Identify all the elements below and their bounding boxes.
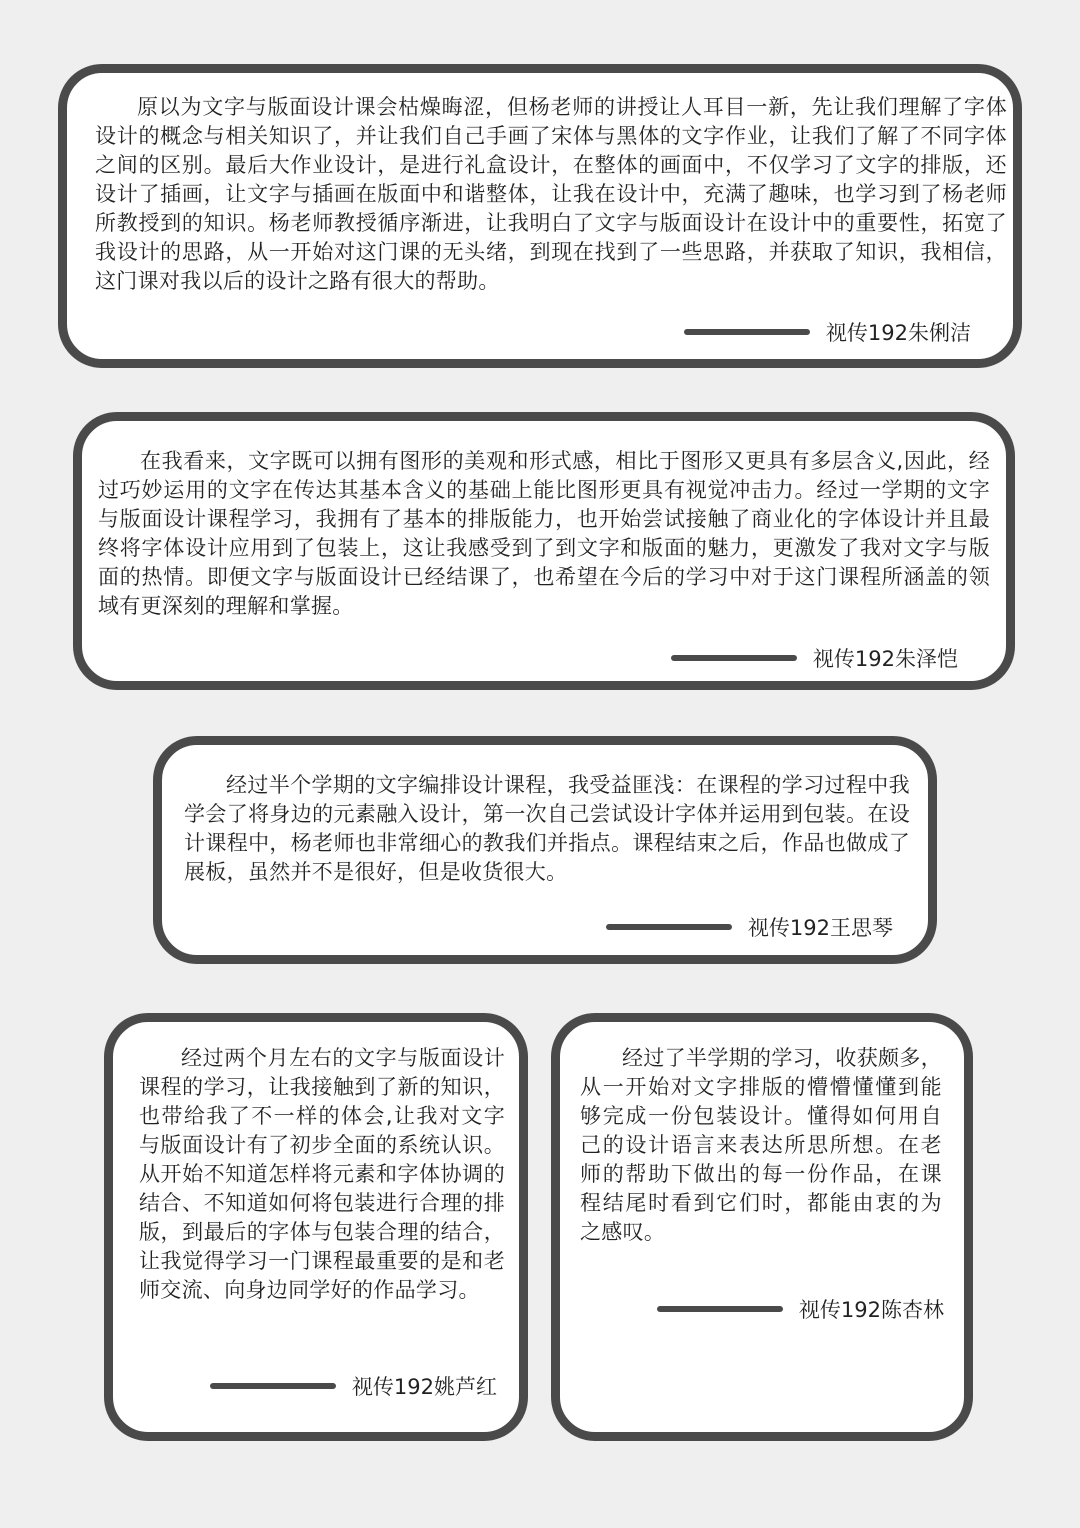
review-text: 经过半个学期的文字编排设计课程，我受益匪浅：在课程的学习过程中我学会了将身边的元素融入设计，第一次自己尝试设计字体并运用到包装。在设计课程中，杨老师也非常细心的教我们并指点。课程结束之后，作品也做成了展板，虽然并不是很好，但是收货很大。 [184,773,910,884]
review-card-wang-siqin [153,736,937,964]
review-text: 在我看来，文字既可以拥有图形的美观和形式感，相比于图形又更具有多层含义,因此，经过巧妙运用的文字在传达其基本含义的基础上能比图形更具有视觉冲击力。经过一学期的文字与版面设计课程学习，我拥有了基本的排版能力，也开始尝试接触了商业化的字体设计并且最终将字体设计应用到了包装上，这让我感受到了到文字和版面的魅力，更激发了我对文字与版面的热情。即便文字与版面设计已经结课了，也希望在今后的学习中对于这门课程所涵盖的领域有更深刻的理解和掌握。 [98,449,990,618]
review-signature [210,1371,497,1401]
review-card-chen-xinglin [551,1013,973,1441]
review-card-zhu-zekai [73,412,1015,690]
review-author: 视传192姚芦红 [351,1375,497,1399]
review-signature [671,643,958,673]
review-signature [684,317,971,347]
review-card-yao-luhong [104,1013,528,1441]
review-author: 视传192朱俐洁 [825,321,971,345]
signature-dash [210,1383,336,1389]
review-text: 经过了半学期的学习，收获颇多，从一开始对文字排版的懵懵懂懂到能够完成一份包装设计。懂得如何用自己的设计语言来表达所思所想。在老师的帮助下做出的每一份作品，在课程结尾时看到它们时，都能由衷的为之感叹。 [580,1046,942,1244]
review-author: 视传192陈杏林 [798,1298,944,1322]
review-text: 原以为文字与版面设计课会枯燥晦涩，但杨老师的讲授让人耳目一新，先让我们理解了字体设计的概念与相关知识了，并让我们自己手画了宋体与黑体的文字作业，让我们了解了不同字体之间的区别。最后大作业设计，是进行礼盒设计，在整体的画面中，不仅学习了文字的排版，还设计了插画，让文字与插画在版面中和谐整体，让我在设计中，充满了趣味，也学习到了杨老师所教授到的知识。杨老师教授循序渐进，让我明白了文字与版面设计在设计中的重要性，拓宽了我设计的思路，从一开始对这门课的无头绪，到现在找到了一些思路，并获取了知识，我相信，这门课对我以后的设计之路有很大的帮助。 [95,95,1007,293]
review-card-zhu-lijie [58,64,1022,368]
review-author: 视传192朱泽恺 [812,647,958,671]
signature-dash [684,329,810,335]
review-author: 视传192王思琴 [747,916,893,940]
review-signature [606,912,893,942]
review-text: 经过两个月左右的文字与版面设计课程的学习，让我接触到了新的知识，也带给我了不一样的体会,让我对文字与版面设计有了初步全面的系统认识。从开始不知道怎样将元素和字体协调的结合、不知道如何将包装进行合理的排版，到最后的字体与包装合理的结合，让我觉得学习一门课程最重要的是和老师交流、向身边同学好的作品学习。 [139,1046,505,1302]
signature-dash [657,1306,783,1312]
review-signature [657,1294,944,1324]
signature-dash [606,924,732,930]
signature-dash [671,655,797,661]
